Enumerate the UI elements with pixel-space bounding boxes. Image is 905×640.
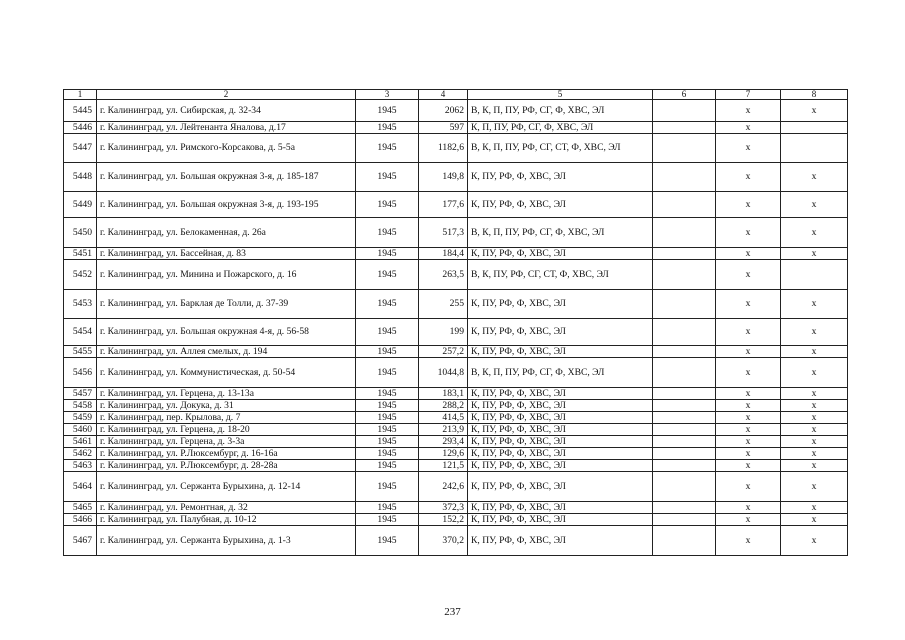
col8-cell: х [781,424,848,436]
works-cell: К, ПУ, РФ, Ф, ХВС, ЭЛ [468,412,653,424]
address-cell: г. Калининград, ул. Римского-Корсакова, д. 5-5а [97,134,356,163]
col7-cell: х [716,218,781,248]
header-row [64,90,848,100]
year-cell: 1945 [356,163,419,192]
area-cell: 149,8 [419,163,468,192]
address-cell: г. Калининград, ул. Большая окружная 3-я, д. 193-195 [97,192,356,218]
table-row [64,412,848,424]
col6-cell [653,319,716,346]
area-cell: 370,2 [419,526,468,556]
header-cell-6: 6 [653,90,716,100]
area-cell: 293,4 [419,436,468,448]
header-cell-4: 4 [419,90,468,100]
area-cell: 597 [419,122,468,134]
header-cell-8: 8 [781,90,848,100]
table-row [64,122,848,134]
area-cell: 199 [419,319,468,346]
col6-cell [653,424,716,436]
col6-cell [653,260,716,290]
works-cell: К, ПУ, РФ, Ф, ХВС, ЭЛ [468,400,653,412]
row-number: 5462 [64,448,97,460]
works-cell: К, П, ПУ, РФ, СГ, Ф, ХВС, ЭЛ [468,122,653,134]
col8-cell [781,122,848,134]
col8-cell: х [781,218,848,248]
year-cell: 1945 [356,448,419,460]
col7-cell: х [716,472,781,502]
col7-cell: х [716,100,781,122]
area-cell: 129,6 [419,448,468,460]
area-cell: 184,4 [419,248,468,260]
area-cell: 242,6 [419,472,468,502]
col7-cell: х [716,134,781,163]
col6-cell [653,358,716,388]
address-cell: г. Калининград, ул. Р.Люксембург, д. 28-28а [97,460,356,472]
address-cell: г. Калининград, ул. Белокаменная, д. 26а [97,218,356,248]
table-row [64,134,848,163]
address-cell: г. Калининград, ул. Сержанта Бурыхина, д. 12-14 [97,472,356,502]
works-cell: В, К, П, ПУ, РФ, СГ, Ф, ХВС, ЭЛ [468,358,653,388]
col8-cell: х [781,472,848,502]
col6-cell [653,163,716,192]
works-cell: К, ПУ, РФ, Ф, ХВС, ЭЛ [468,388,653,400]
area-cell: 177,6 [419,192,468,218]
row-number: 5445 [64,100,97,122]
col6-cell [653,412,716,424]
row-number: 5463 [64,460,97,472]
col6-cell [653,436,716,448]
works-cell: В, К, П, ПУ, РФ, СГ, СТ, Ф, ХВС, ЭЛ [468,134,653,163]
col7-cell: х [716,388,781,400]
address-cell: г. Калининград, ул. Сержанта Бурыхина, д. 1-3 [97,526,356,556]
address-cell: г. Калининград, ул. Минина и Пожарского, д. 16 [97,260,356,290]
works-cell: К, ПУ, РФ, Ф, ХВС, ЭЛ [468,424,653,436]
area-cell: 2062 [419,100,468,122]
col7-cell: х [716,346,781,358]
col8-cell: х [781,346,848,358]
area-cell: 1182,6 [419,134,468,163]
works-cell: К, ПУ, РФ, Ф, ХВС, ЭЛ [468,248,653,260]
col8-cell: х [781,290,848,319]
year-cell: 1945 [356,346,419,358]
col8-cell: х [781,388,848,400]
row-number: 5466 [64,514,97,526]
area-cell: 152,2 [419,514,468,526]
works-cell: К, ПУ, РФ, Ф, ХВС, ЭЛ [468,472,653,502]
year-cell: 1945 [356,248,419,260]
col7-cell: х [716,526,781,556]
address-cell: г. Калининград, ул. Р.Люксембург, д. 16-16а [97,448,356,460]
col7-cell: х [716,400,781,412]
table-row [64,100,848,122]
row-number: 5465 [64,502,97,514]
table-row [64,502,848,514]
address-cell: г. Калининград, ул. Аллея смелых, д. 194 [97,346,356,358]
table-row [64,526,848,556]
year-cell: 1945 [356,400,419,412]
area-cell: 288,2 [419,400,468,412]
area-cell: 517,3 [419,218,468,248]
row-number: 5447 [64,134,97,163]
year-cell: 1945 [356,460,419,472]
works-cell: В, К, ПУ, РФ, СГ, СТ, Ф, ХВС, ЭЛ [468,260,653,290]
col6-cell [653,100,716,122]
address-cell: г. Калининград, ул. Коммунистическая, д. 50-54 [97,358,356,388]
col8-cell: х [781,248,848,260]
row-number: 5452 [64,260,97,290]
col6-cell [653,122,716,134]
col7-cell: х [716,424,781,436]
year-cell: 1945 [356,526,419,556]
row-number: 5449 [64,192,97,218]
year-cell: 1945 [356,388,419,400]
row-number: 5461 [64,436,97,448]
col8-cell: х [781,514,848,526]
year-cell: 1945 [356,260,419,290]
page-number: 237 [444,606,461,618]
col7-cell: х [716,436,781,448]
year-cell: 1945 [356,472,419,502]
address-cell: г. Калининград, ул. Сибирская, д. 32-34 [97,100,356,122]
col7-cell: х [716,248,781,260]
col6-cell [653,218,716,248]
works-cell: К, ПУ, РФ, Ф, ХВС, ЭЛ [468,290,653,319]
col6-cell [653,192,716,218]
works-cell: К, ПУ, РФ, Ф, ХВС, ЭЛ [468,163,653,192]
col8-cell: х [781,319,848,346]
row-number: 5467 [64,526,97,556]
col8-cell [781,134,848,163]
row-number: 5460 [64,424,97,436]
year-cell: 1945 [356,100,419,122]
header-cell-7: 7 [716,90,781,100]
housing-table [63,89,848,556]
area-cell: 372,3 [419,502,468,514]
table-row [64,424,848,436]
table-row [64,192,848,218]
table-row [64,346,848,358]
table-row [64,319,848,346]
col6-cell [653,346,716,358]
row-number: 5464 [64,472,97,502]
table-row [64,460,848,472]
col8-cell: х [781,460,848,472]
year-cell: 1945 [356,122,419,134]
works-cell: К, ПУ, РФ, Ф, ХВС, ЭЛ [468,346,653,358]
address-cell: г. Калининград, ул. Большая окружная 4-я, д. 56-58 [97,319,356,346]
address-cell: г. Калининград, ул. Ремонтная, д. 32 [97,502,356,514]
col6-cell [653,502,716,514]
header-cell-1: 1 [64,90,97,100]
table-row [64,436,848,448]
row-number: 5446 [64,122,97,134]
row-number: 5453 [64,290,97,319]
year-cell: 1945 [356,218,419,248]
col8-cell: х [781,436,848,448]
table-row [64,260,848,290]
col7-cell: х [716,448,781,460]
table-row [64,400,848,412]
col8-cell: х [781,358,848,388]
area-cell: 1044,8 [419,358,468,388]
col7-cell: х [716,319,781,346]
header-cell-2: 2 [97,90,356,100]
col7-cell: х [716,460,781,472]
table-row [64,448,848,460]
row-number: 5450 [64,218,97,248]
col8-cell: х [781,100,848,122]
address-cell: г. Калининград, ул. Лейтенанта Яналова, д.17 [97,122,356,134]
year-cell: 1945 [356,358,419,388]
works-cell: К, ПУ, РФ, Ф, ХВС, ЭЛ [468,514,653,526]
col7-cell: х [716,358,781,388]
works-cell: К, ПУ, РФ, Ф, ХВС, ЭЛ [468,502,653,514]
area-cell: 263,5 [419,260,468,290]
row-number: 5454 [64,319,97,346]
col6-cell [653,248,716,260]
table-row [64,358,848,388]
row-number: 5451 [64,248,97,260]
col6-cell [653,134,716,163]
col8-cell: х [781,163,848,192]
col7-cell: х [716,290,781,319]
address-cell: г. Калининград, пер. Крылова, д. 7 [97,412,356,424]
col8-cell: х [781,526,848,556]
area-cell: 183,1 [419,388,468,400]
works-cell: К, ПУ, РФ, Ф, ХВС, ЭЛ [468,319,653,346]
col6-cell [653,526,716,556]
col7-cell: х [716,502,781,514]
year-cell: 1945 [356,192,419,218]
col7-cell: х [716,192,781,218]
col6-cell [653,400,716,412]
address-cell: г. Калининград, ул. Бассейная, д. 83 [97,248,356,260]
col7-cell: х [716,163,781,192]
col6-cell [653,460,716,472]
year-cell: 1945 [356,514,419,526]
col6-cell [653,472,716,502]
col8-cell: х [781,448,848,460]
area-cell: 255 [419,290,468,319]
area-cell: 414,5 [419,412,468,424]
table-row [64,290,848,319]
year-cell: 1945 [356,290,419,319]
year-cell: 1945 [356,502,419,514]
works-cell: К, ПУ, РФ, Ф, ХВС, ЭЛ [468,448,653,460]
works-cell: К, ПУ, РФ, Ф, ХВС, ЭЛ [468,460,653,472]
address-cell: г. Калининград, ул. Докука, д. 31 [97,400,356,412]
header-cell-3: 3 [356,90,419,100]
works-cell: В, К, П, ПУ, РФ, СГ, Ф, ХВС, ЭЛ [468,100,653,122]
works-cell: К, ПУ, РФ, Ф, ХВС, ЭЛ [468,526,653,556]
address-cell: г. Калининград, ул. Большая окружная 3-я, д. 185-187 [97,163,356,192]
address-cell: г. Калининград, ул. Герцена, д. 3-3а [97,436,356,448]
row-number: 5456 [64,358,97,388]
row-number: 5448 [64,163,97,192]
works-cell: К, ПУ, РФ, Ф, ХВС, ЭЛ [468,192,653,218]
col7-cell: х [716,122,781,134]
table-row [64,218,848,248]
col7-cell: х [716,412,781,424]
area-cell: 213,9 [419,424,468,436]
address-cell: г. Калининград, ул. Палубная, д. 10-12 [97,514,356,526]
area-cell: 121,5 [419,460,468,472]
col8-cell: х [781,502,848,514]
table-row [64,514,848,526]
table-row [64,472,848,502]
table-row [64,388,848,400]
col6-cell [653,448,716,460]
row-number: 5458 [64,400,97,412]
year-cell: 1945 [356,134,419,163]
year-cell: 1945 [356,412,419,424]
address-cell: г. Калининград, ул. Герцена, д. 13-13а [97,388,356,400]
address-cell: г. Калининград, ул. Герцена, д. 18-20 [97,424,356,436]
row-number: 5459 [64,412,97,424]
col6-cell [653,388,716,400]
works-cell: В, К, П, ПУ, РФ, СГ, Ф, ХВС, ЭЛ [468,218,653,248]
col7-cell: х [716,260,781,290]
row-number: 5455 [64,346,97,358]
col6-cell [653,290,716,319]
year-cell: 1945 [356,424,419,436]
works-cell: К, ПУ, РФ, Ф, ХВС, ЭЛ [468,436,653,448]
header-cell-5: 5 [468,90,653,100]
col8-cell [781,260,848,290]
table-row [64,163,848,192]
year-cell: 1945 [356,436,419,448]
year-cell: 1945 [356,319,419,346]
col8-cell: х [781,192,848,218]
table-row [64,248,848,260]
col7-cell: х [716,514,781,526]
col8-cell: х [781,400,848,412]
address-cell: г. Калининград, ул. Барклая де Толли, д. 37-39 [97,290,356,319]
area-cell: 257,2 [419,346,468,358]
col6-cell [653,514,716,526]
row-number: 5457 [64,388,97,400]
col8-cell: х [781,412,848,424]
